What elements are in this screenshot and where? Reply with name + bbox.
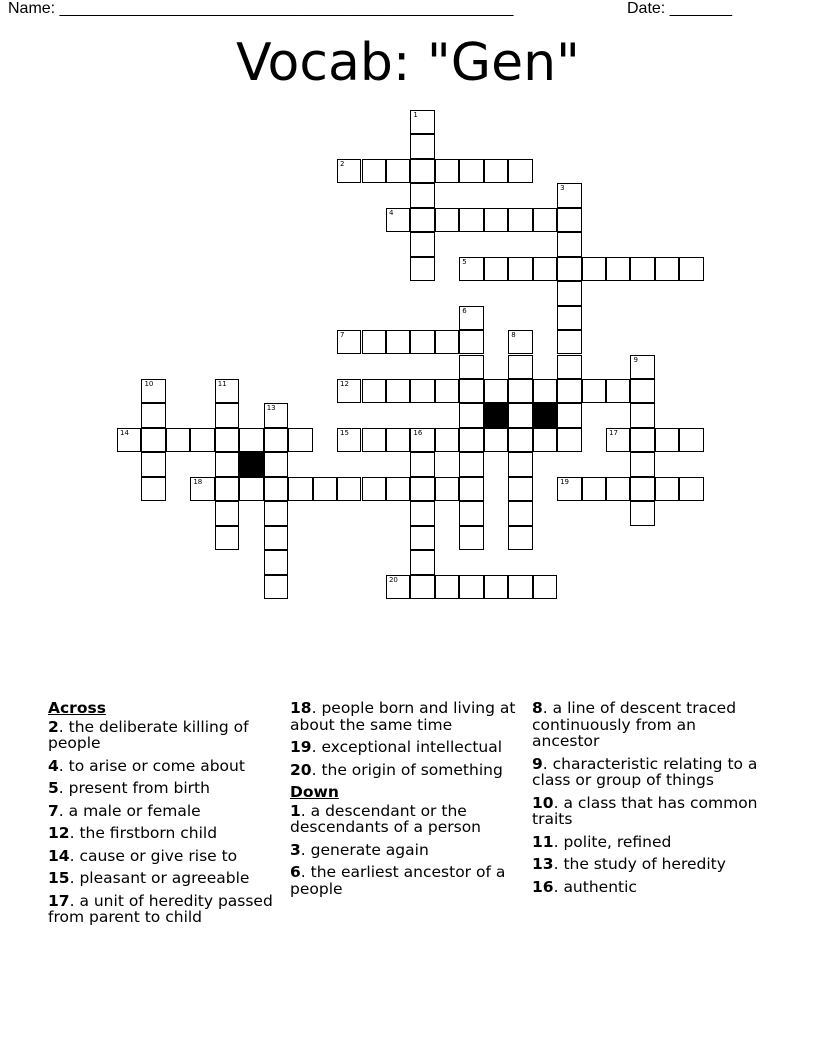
cell-number: 15 xyxy=(340,428,349,437)
crossword-cell[interactable] xyxy=(557,257,581,281)
cell-number: 2 xyxy=(340,159,345,168)
crossword-cell[interactable] xyxy=(533,257,557,281)
crossword-cell[interactable] xyxy=(386,575,410,599)
crossword-cell[interactable] xyxy=(606,428,630,452)
clue-text: present from birth xyxy=(68,779,210,797)
crossword-cell[interactable] xyxy=(215,501,239,525)
across-clue: 7. a male or female xyxy=(48,801,201,820)
crossword-cell[interactable] xyxy=(435,379,459,403)
crossword-cell[interactable] xyxy=(362,159,386,183)
crossword-cell[interactable] xyxy=(508,257,532,281)
down-clue: 3. generate again xyxy=(290,840,429,859)
crossword-cell[interactable] xyxy=(508,452,532,476)
date-field[interactable]: Date: _______ xyxy=(627,0,732,17)
cell-number: 4 xyxy=(388,208,394,217)
crossword-cell[interactable] xyxy=(630,477,654,501)
crossword-cell[interactable] xyxy=(337,379,361,403)
crossword-cell[interactable] xyxy=(557,403,581,427)
crossword-cell[interactable] xyxy=(557,306,581,330)
crossword-cell[interactable] xyxy=(655,477,679,501)
clue-number: 7 xyxy=(48,801,59,820)
crossword-cell[interactable] xyxy=(410,501,434,525)
across-clue: 15. pleasant or agreeable xyxy=(48,869,250,887)
crossword-cell[interactable] xyxy=(557,379,581,403)
crossword-cell[interactable] xyxy=(508,379,532,403)
clue-text: a descendant or the descendants of a person xyxy=(290,801,481,836)
clue-text: to arise or come about xyxy=(68,756,245,775)
crossword-cell[interactable] xyxy=(557,183,581,207)
crossword-cell[interactable] xyxy=(508,477,532,501)
section-heading: Across xyxy=(48,699,106,717)
crossword-cell[interactable] xyxy=(362,477,386,501)
crossword-cell[interactable] xyxy=(215,403,239,427)
cell-number: 3 xyxy=(560,184,565,193)
crossword-cell[interactable] xyxy=(508,501,532,525)
crossword-cell[interactable] xyxy=(533,575,557,599)
across-clue: 19. exceptional intellectual xyxy=(290,738,503,756)
crossword-cell[interactable] xyxy=(410,452,434,476)
crossword-cell[interactable] xyxy=(435,330,459,354)
across-clue: 18. people born and living at about the same time xyxy=(290,699,516,734)
crossword-cell[interactable] xyxy=(264,477,288,501)
clue-number: 14 xyxy=(48,846,70,865)
crossword-cell[interactable] xyxy=(459,159,483,183)
down-clue: 6. the earliest ancestor of a people xyxy=(290,863,506,898)
crossword-cell[interactable] xyxy=(435,477,459,501)
down-clue: 10. a class that has common traits xyxy=(532,793,758,828)
cell-number: 13 xyxy=(266,404,276,413)
across-clue: 20. the origin of something xyxy=(290,760,503,779)
clue-number: 5 xyxy=(48,779,59,797)
crossword-cell[interactable] xyxy=(606,257,630,281)
clue-text: pleasant or agreeable xyxy=(79,869,250,887)
clue-number: 3 xyxy=(290,840,301,859)
crossword-cell[interactable] xyxy=(410,477,434,501)
crossword-cell[interactable] xyxy=(141,428,165,452)
clue-text: the earliest ancestor of a people xyxy=(290,863,506,898)
crossword-cell[interactable] xyxy=(410,208,434,232)
cell-number: 17 xyxy=(609,428,618,437)
crossword-cell[interactable] xyxy=(557,208,581,232)
cell-number: 1 xyxy=(413,111,418,119)
crossword-cell[interactable] xyxy=(435,159,459,183)
crossword-cell[interactable] xyxy=(410,428,434,452)
crossword-cell[interactable] xyxy=(362,330,386,354)
name-field[interactable]: Name: ___________________________________________________ xyxy=(8,0,514,17)
down-clue: 11. polite, refined xyxy=(532,832,672,851)
across-clue: 17. a unit of heredity passed from parent to child xyxy=(48,891,273,926)
crossword-cell[interactable] xyxy=(533,428,557,452)
crossword-cell[interactable] xyxy=(141,477,165,501)
crossword-cell[interactable] xyxy=(313,477,337,501)
crossword-cell[interactable] xyxy=(484,208,508,232)
down-clue: 9. characteristic relating to a class or group of things xyxy=(532,754,758,789)
crossword-cell[interactable] xyxy=(630,403,654,427)
crossword-cell[interactable] xyxy=(264,575,288,599)
crossword-cell[interactable] xyxy=(190,428,214,452)
clue-text: a unit of heredity passed from parent to child xyxy=(48,891,273,926)
crossword-cell[interactable] xyxy=(459,257,483,281)
crossword-cell[interactable] xyxy=(459,452,483,476)
crossword-cell[interactable] xyxy=(508,330,532,354)
clue-column-3 xyxy=(532,700,767,901)
black-cell xyxy=(484,403,508,427)
crossword-cell[interactable] xyxy=(533,379,557,403)
clue-number: 15 xyxy=(48,869,70,887)
crossword-cell[interactable] xyxy=(606,379,630,403)
crossword-cell[interactable] xyxy=(410,550,434,574)
crossword-cell[interactable] xyxy=(264,452,288,476)
clue-number: 10 xyxy=(532,793,554,812)
crossword-cell[interactable] xyxy=(410,257,434,281)
crossword-cell[interactable] xyxy=(508,575,532,599)
crossword-cell[interactable] xyxy=(215,452,239,476)
clue-column-1 xyxy=(48,700,283,932)
crossword-cell[interactable] xyxy=(679,428,703,452)
crossword-cell[interactable] xyxy=(484,379,508,403)
crossword-cell[interactable] xyxy=(264,428,288,452)
crossword-cell[interactable] xyxy=(459,575,483,599)
crossword-cell[interactable] xyxy=(410,110,434,134)
crossword-cell[interactable] xyxy=(410,159,434,183)
clue-text: polite, refined xyxy=(563,832,672,851)
down-clue: 8. a line of descent traced continuously from an ancestor xyxy=(532,699,737,750)
crossword-cell[interactable] xyxy=(141,403,165,427)
section-heading: Down xyxy=(290,783,339,801)
crossword-cell[interactable] xyxy=(410,134,434,158)
crossword-cell[interactable] xyxy=(239,477,263,501)
crossword-cell[interactable] xyxy=(386,330,410,354)
clue-column-2 xyxy=(290,700,525,903)
across-clue: 2. the deliberate killing of people xyxy=(48,717,249,752)
cell-number: 20 xyxy=(388,575,398,584)
crossword-cell[interactable] xyxy=(190,477,214,501)
crossword-cell[interactable] xyxy=(582,257,606,281)
crossword-cell[interactable] xyxy=(630,452,654,476)
across-clue: 14. cause or give rise to xyxy=(48,846,238,865)
cell-number: 18 xyxy=(193,477,203,486)
clue-number: 4 xyxy=(48,756,59,775)
clue-text: a male or female xyxy=(68,801,201,820)
cell-number: 11 xyxy=(217,379,227,388)
crossword-cell[interactable] xyxy=(459,477,483,501)
crossword-cell[interactable] xyxy=(484,159,508,183)
crossword-cell[interactable] xyxy=(337,428,361,452)
crossword-cell[interactable] xyxy=(655,428,679,452)
cell-number: 12 xyxy=(340,379,349,388)
crossword-cell[interactable] xyxy=(435,208,459,232)
crossword-cell[interactable] xyxy=(557,355,581,379)
crossword-cell[interactable] xyxy=(288,477,312,501)
clue-text: the deliberate killing of people xyxy=(48,717,249,752)
down-clue: 16. authentic xyxy=(532,877,637,896)
crossword-cell[interactable] xyxy=(582,379,606,403)
crossword-cell[interactable] xyxy=(459,379,483,403)
clue-text: a class that has common traits xyxy=(532,793,758,828)
cell-number: 14 xyxy=(120,428,129,437)
cell-number: 5 xyxy=(462,257,467,266)
clue-number: 19 xyxy=(290,738,312,756)
crossword-cell[interactable] xyxy=(337,477,361,501)
crossword-cell[interactable] xyxy=(508,526,532,550)
crossword-cell[interactable] xyxy=(557,428,581,452)
page-title: Vocab: "Gen" xyxy=(236,33,580,93)
across-clue: 12. the firstborn child xyxy=(48,824,218,842)
crossword-cell[interactable] xyxy=(141,379,165,403)
crossword-cell[interactable] xyxy=(557,330,581,354)
clue-text: characteristic relating to a class or group of things xyxy=(532,754,758,789)
crossword-cell[interactable] xyxy=(410,379,434,403)
crossword-cell[interactable] xyxy=(508,403,532,427)
crossword-cell[interactable] xyxy=(288,428,312,452)
crossword-cell[interactable] xyxy=(215,428,239,452)
across-clue: 5. present from birth xyxy=(48,779,210,797)
black-cell xyxy=(239,452,263,476)
crossword-cell[interactable] xyxy=(533,208,557,232)
clue-number: 2 xyxy=(48,717,59,736)
crossword-cell[interactable] xyxy=(459,208,483,232)
crossword-cell[interactable] xyxy=(386,208,410,232)
crossword-cell[interactable] xyxy=(264,403,288,427)
crossword-cell[interactable] xyxy=(141,452,165,476)
cell-number: 16 xyxy=(413,428,423,437)
cell-number: 8 xyxy=(511,331,516,340)
crossword-cell[interactable] xyxy=(410,575,434,599)
crossword-cell[interactable] xyxy=(386,379,410,403)
crossword-cell[interactable] xyxy=(410,183,434,207)
crossword-cell[interactable] xyxy=(435,428,459,452)
crossword-cell[interactable] xyxy=(215,526,239,550)
crossword-cell[interactable] xyxy=(410,526,434,550)
clue-number: 16 xyxy=(532,877,554,896)
crossword-cell[interactable] xyxy=(557,477,581,501)
clue-text: the origin of something xyxy=(321,760,503,779)
crossword-cell[interactable] xyxy=(459,428,483,452)
clue-text: exceptional intellectual xyxy=(321,738,503,756)
crossword-cell[interactable] xyxy=(484,257,508,281)
crossword-cell[interactable] xyxy=(435,575,459,599)
clue-text: people born and living at about the same time xyxy=(290,699,516,734)
cell-number: 7 xyxy=(340,331,345,340)
crossword-cell[interactable] xyxy=(630,355,654,379)
crossword-cell[interactable] xyxy=(362,428,386,452)
crossword-cell[interactable] xyxy=(459,330,483,354)
crossword-cell[interactable] xyxy=(264,550,288,574)
crossword-cell[interactable] xyxy=(337,159,361,183)
crossword-cell[interactable] xyxy=(117,428,141,452)
crossword-cell[interactable] xyxy=(557,232,581,256)
clue-text: generate again xyxy=(310,840,429,859)
crossword-cell[interactable] xyxy=(215,477,239,501)
crossword-cell[interactable] xyxy=(362,379,386,403)
cell-number: 9 xyxy=(633,355,638,364)
clue-number: 17 xyxy=(48,891,70,910)
crossword-cell[interactable] xyxy=(264,501,288,525)
crossword-cell[interactable] xyxy=(630,379,654,403)
cell-number: 10 xyxy=(144,379,154,388)
down-clue: 13. the study of heredity xyxy=(532,855,726,873)
clue-text: the firstborn child xyxy=(79,824,218,842)
clue-number: 9 xyxy=(532,754,543,773)
clue-number: 18 xyxy=(290,699,312,717)
clue-number: 1 xyxy=(290,801,301,820)
crossword-cell[interactable] xyxy=(484,575,508,599)
crossword-cell[interactable] xyxy=(679,477,703,501)
clue-text: cause or give rise to xyxy=(79,846,238,865)
crossword-cell[interactable] xyxy=(630,428,654,452)
clue-number: 11 xyxy=(532,832,554,851)
crossword-cell[interactable] xyxy=(557,281,581,305)
crossword-cell[interactable] xyxy=(215,379,239,403)
crossword-cell[interactable] xyxy=(655,257,679,281)
crossword-cell[interactable] xyxy=(337,330,361,354)
clue-number: 8 xyxy=(532,699,543,717)
crossword-cell[interactable] xyxy=(459,403,483,427)
crossword-cell[interactable] xyxy=(582,477,606,501)
crossword-cell[interactable] xyxy=(459,526,483,550)
across-clue: 4. to arise or come about xyxy=(48,756,245,775)
crossword-cell[interactable] xyxy=(508,355,532,379)
down-clue: 1. a descendant or the descendants of a person xyxy=(290,801,481,836)
clue-text: authentic xyxy=(563,877,637,896)
clue-number: 20 xyxy=(290,760,312,779)
crossword-cell[interactable] xyxy=(459,306,483,330)
crossword-cell[interactable] xyxy=(410,330,434,354)
clue-number: 13 xyxy=(532,855,554,873)
crossword-cell[interactable] xyxy=(386,477,410,501)
clue-number: 6 xyxy=(290,863,301,881)
crossword-cell[interactable] xyxy=(508,208,532,232)
cell-number: 6 xyxy=(462,306,467,315)
crossword-cell[interactable] xyxy=(679,257,703,281)
crossword-cell[interactable] xyxy=(606,477,630,501)
crossword-cell[interactable] xyxy=(166,428,190,452)
clue-number: 12 xyxy=(48,824,70,842)
crossword-cell[interactable] xyxy=(484,428,508,452)
crossword-cell[interactable] xyxy=(630,501,654,525)
cell-number: 19 xyxy=(560,477,570,486)
crossword-cell[interactable] xyxy=(386,428,410,452)
crossword-cell[interactable] xyxy=(264,526,288,550)
crossword-cell[interactable] xyxy=(410,232,434,256)
black-cell xyxy=(533,403,557,427)
crossword-cell[interactable] xyxy=(508,428,532,452)
crossword-cell[interactable] xyxy=(459,355,483,379)
clue-text: a line of descent traced continuously from an ancestor xyxy=(532,699,737,750)
clue-text: the study of heredity xyxy=(563,855,726,873)
crossword-cell[interactable] xyxy=(386,159,410,183)
crossword-cell[interactable] xyxy=(508,159,532,183)
crossword-cell[interactable] xyxy=(239,428,263,452)
crossword-cell[interactable] xyxy=(630,257,654,281)
crossword-cell[interactable] xyxy=(459,501,483,525)
